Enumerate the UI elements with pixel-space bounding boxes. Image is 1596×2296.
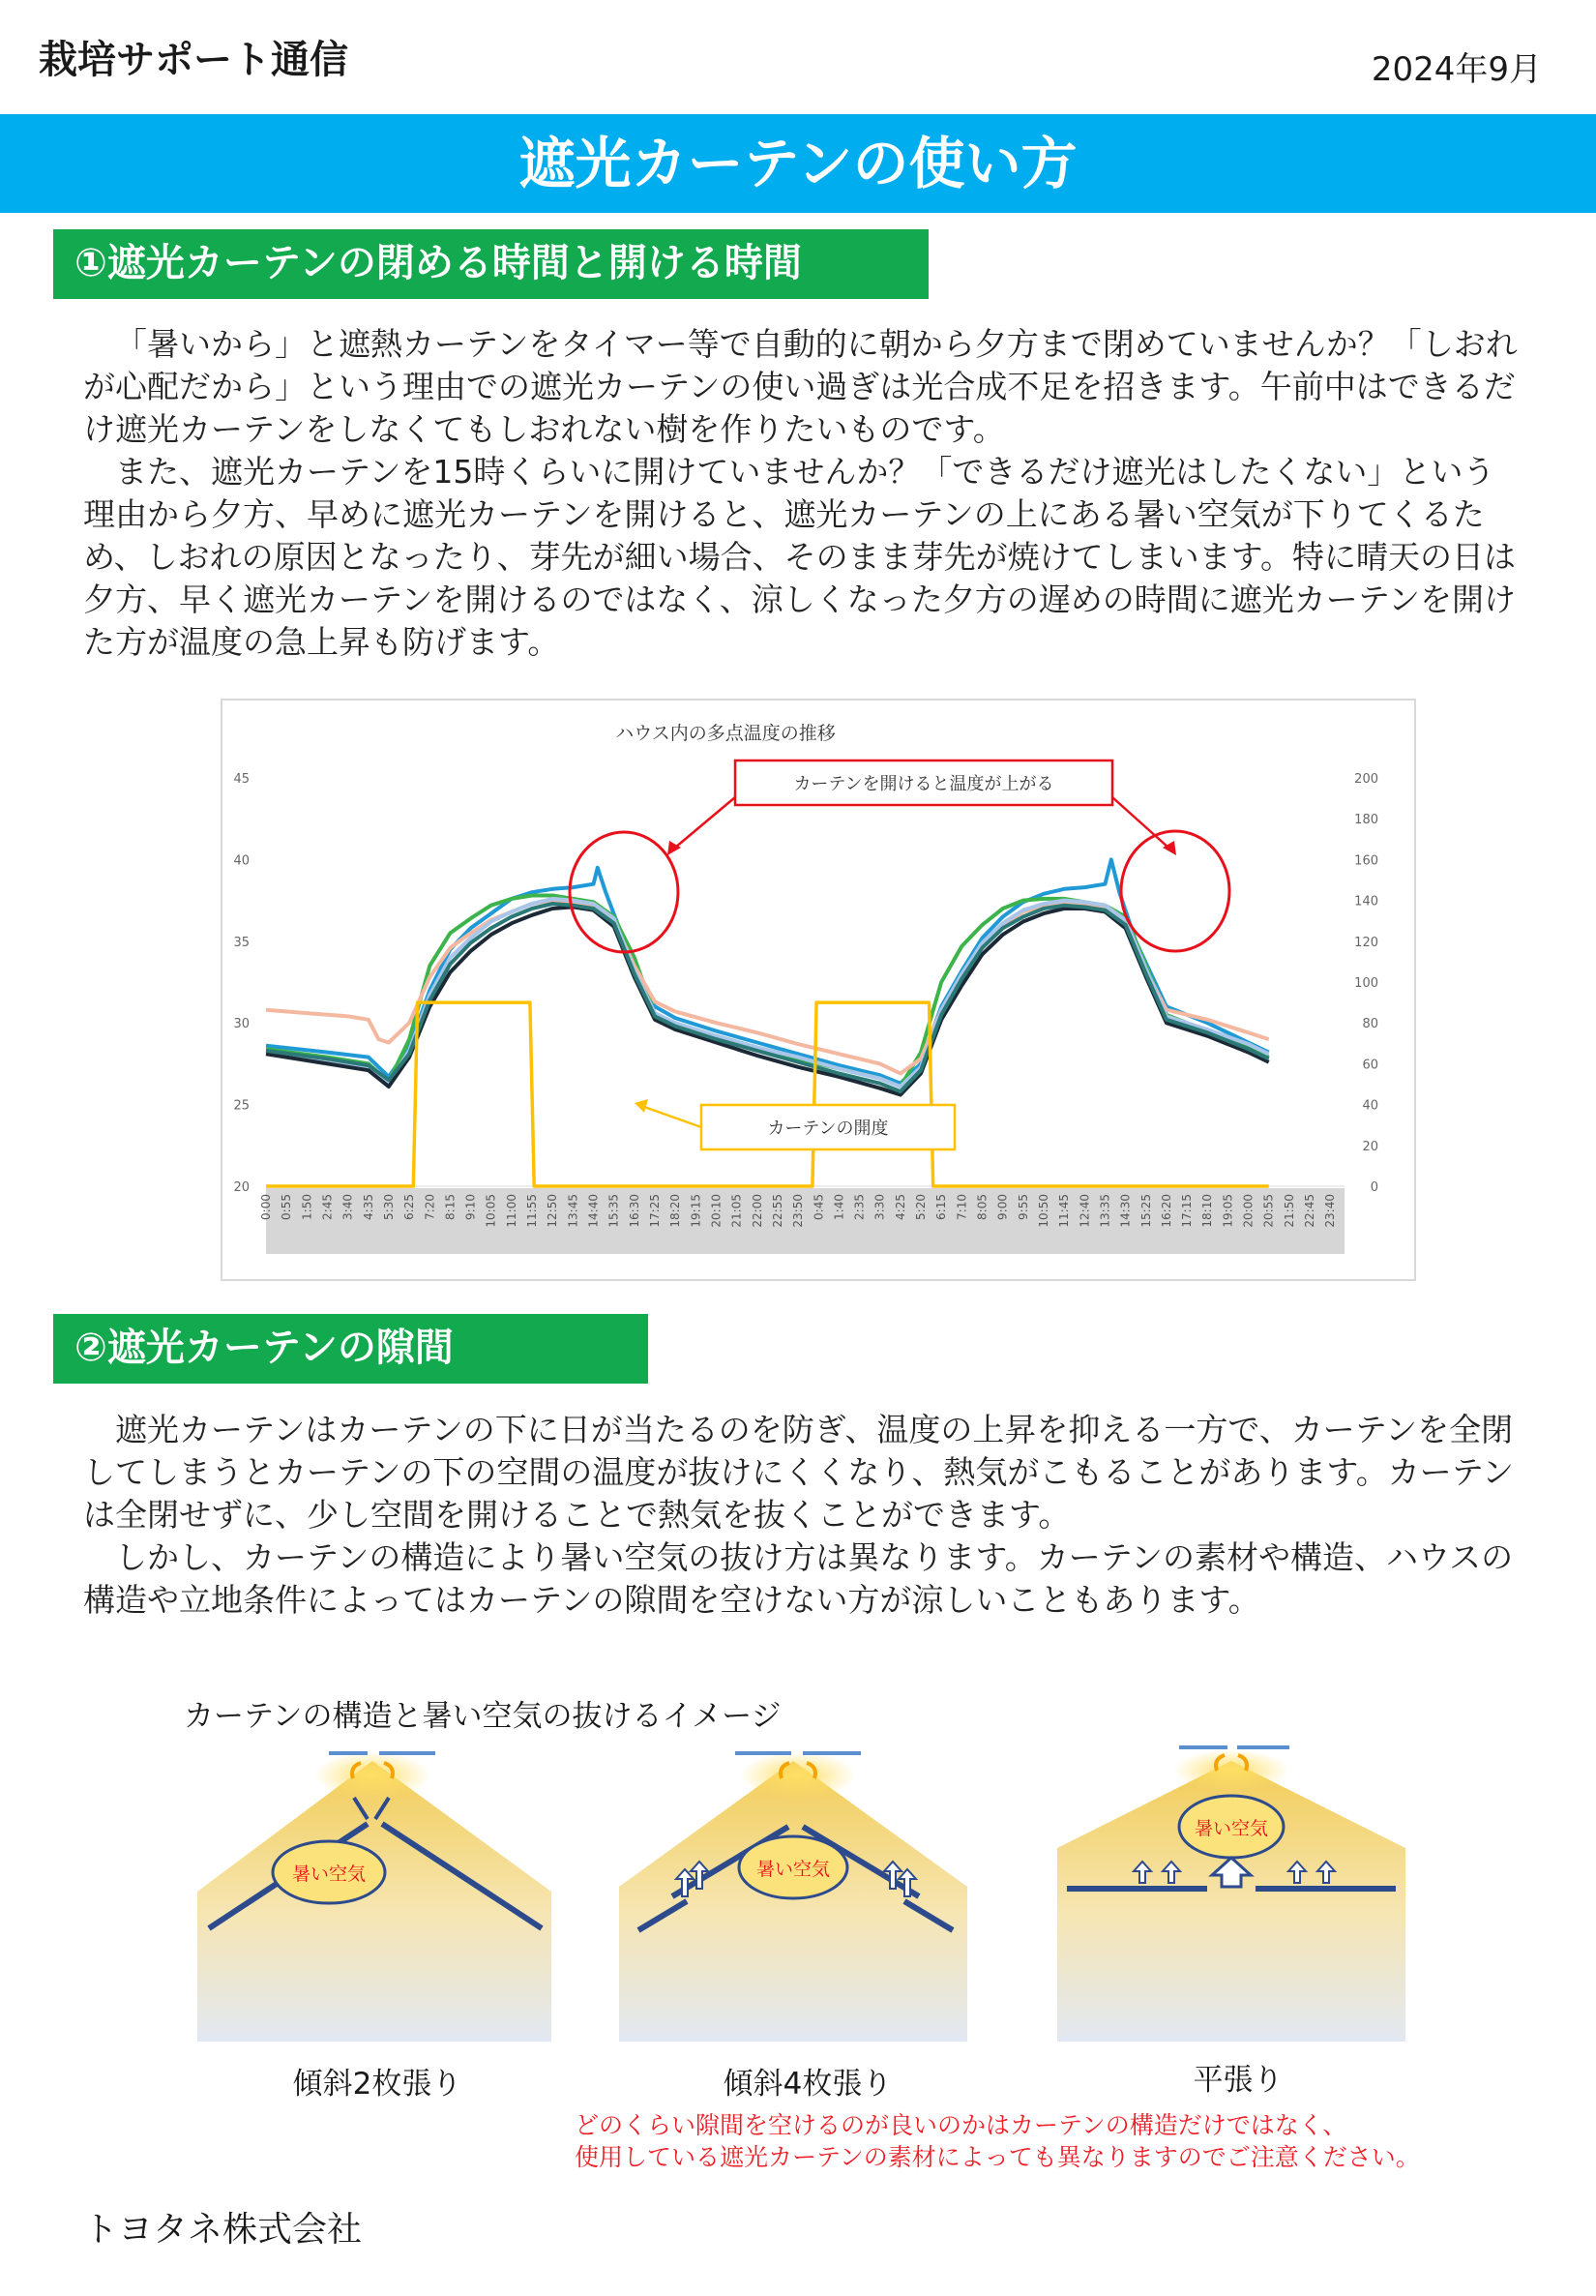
x-tick-label: 21:05 (729, 1194, 744, 1228)
x-tick-label: 17:25 (647, 1194, 662, 1228)
section2-paragraph-1: 遮光カーテンはカーテンの下に日が当たるのを防ぎ、温度の上昇を抑える一方で、カーテンを全閉してしまうとカーテンの下の空間の温度が抜けにくくなり、熱気がこもることがあります。カーテンは全閉せずに、少し空間を開けることで熱気を抜くことができます。 (83, 1411, 1515, 1534)
x-tick-label: 0:00 (259, 1194, 273, 1220)
x-tick-label: 15:25 (1138, 1194, 1153, 1228)
x-tick-label: 0:45 (812, 1194, 826, 1220)
x-tick-label: 20:55 (1261, 1194, 1276, 1228)
curtain-structure-diagram (184, 1742, 1441, 2051)
temperature-chart (221, 699, 1416, 1281)
section1-body (83, 323, 1520, 664)
x-tick-label: 22:00 (750, 1194, 764, 1228)
x-tick-label: 12:40 (1078, 1194, 1092, 1228)
x-tick-label: 18:20 (668, 1194, 683, 1228)
x-tick-label: 6:25 (402, 1194, 417, 1220)
x-tick-label: 8:05 (975, 1194, 990, 1220)
caption-slope-2: 傾斜2枚張り (292, 2067, 462, 2102)
x-tick-label: 2:45 (320, 1194, 335, 1220)
y2-tick-label: 60 (1362, 1058, 1378, 1073)
chart-canvas (222, 701, 1414, 1279)
annotation-curtain-opening: カーテンの開度 (767, 1118, 889, 1139)
x-tick-label: 11:00 (504, 1194, 518, 1228)
x-tick-label: 22:55 (770, 1194, 784, 1228)
x-tick-label: 3:30 (872, 1194, 887, 1220)
x-tick-label: 17:15 (1180, 1194, 1195, 1228)
x-tick-label: 16:20 (1159, 1194, 1173, 1228)
hot-air-label: 暑い空気 (291, 1864, 367, 1885)
y-tick-label: 45 (233, 772, 250, 787)
x-tick-label: 3:40 (340, 1194, 355, 1220)
y-tick-label: 35 (233, 935, 250, 950)
chart-title: ハウス内の多点温度の推移 (615, 723, 836, 744)
x-tick-label: 14:40 (586, 1194, 601, 1228)
x-tick-label: 9:10 (463, 1194, 478, 1220)
caution-note (575, 2109, 1420, 2173)
x-tick-label: 2:35 (852, 1194, 867, 1220)
series-line-curtain-opening (266, 1002, 1269, 1186)
y-tick-label: 40 (233, 853, 250, 869)
section1-paragraph-1: 「暑いから」と遮熱カーテンをタイマー等で自動的に朝から夕方まで閉めていませんか？「しおれが心配だから」という理由での遮光カーテンの使い過ぎは光合成不足を招きます。午前中はできるだけ遮光カーテンをしなくてもしおれない樹を作りたいものです。 (83, 325, 1518, 448)
y2-tick-label: 80 (1362, 1017, 1378, 1032)
x-tick-label: 4:35 (361, 1194, 375, 1220)
x-tick-label: 6:15 (934, 1194, 949, 1220)
x-tick-label: 20:00 (1241, 1194, 1256, 1228)
caution-note-line-1: どのくらい隙間を空けるのが良いのかはカーテンの構造だけではなく、 (575, 2111, 1347, 2139)
hot-air-label: 暑い空気 (755, 1859, 831, 1880)
x-tick-label: 5:30 (381, 1194, 396, 1220)
x-tick-label: 10:50 (1036, 1194, 1050, 1228)
x-tick-label: 13:35 (1098, 1194, 1112, 1228)
section1-paragraph-2: また、遮光カーテンを15時くらいに開けていませんか？「できるだけ遮光はしたくない」という理由から夕方、早めに遮光カーテンを開けると、遮光カーテンの上にある暑い空気が下りてくるため、しおれの原因となったり、芽先が細い場合、そのまま芽先が焼けてしまいます。特に晴天の日は夕方、早く遮光カーテンを開けるのではなく、涼しくなった夕方の遅めの時間に遮光カーテンを開けた方が温度の急上昇も防げます。 (83, 453, 1517, 661)
x-tick-label: 11:55 (525, 1194, 540, 1228)
annotation-arrowhead (635, 1099, 648, 1113)
annotation-arrow (675, 797, 735, 848)
annotation-temp-rise: カーテンを開けると温度が上がる (793, 774, 1054, 794)
caption-slope-4: 傾斜4枚張り (723, 2067, 893, 2102)
x-tick-label: 21:50 (1282, 1194, 1296, 1228)
y2-tick-label: 120 (1354, 935, 1378, 950)
x-tick-label: 10:05 (484, 1194, 498, 1228)
x-tick-label: 16:30 (627, 1194, 641, 1228)
x-tick-label: 7:20 (423, 1194, 437, 1220)
y2-tick-label: 0 (1370, 1180, 1378, 1195)
x-tick-label: 0:55 (280, 1194, 294, 1220)
x-tick-label: 19:15 (689, 1194, 703, 1228)
x-tick-label: 11:45 (1057, 1194, 1072, 1228)
annotation-arrow (644, 1107, 701, 1127)
section2-heading: ②遮光カーテンの隙間 (53, 1314, 648, 1384)
x-tick-label: 22:45 (1303, 1194, 1317, 1228)
x-tick-label: 23:50 (791, 1194, 806, 1228)
y2-tick-label: 160 (1354, 853, 1378, 869)
x-tick-label: 4:25 (893, 1194, 907, 1220)
annotation-arrow (1112, 797, 1168, 848)
x-tick-label: 13:45 (566, 1194, 580, 1228)
x-tick-label: 20:10 (709, 1194, 724, 1228)
section2-paragraph-2: しかし、カーテンの構造により暑い空気の抜け方は異なります。カーテンの素材や構造、ハウスの構造や立地条件によってはカーテンの隙間を空けない方が涼しいこともあります。 (83, 1538, 1514, 1619)
hot-air-label: 暑い空気 (1194, 1818, 1269, 1839)
x-tick-label: 14:30 (1118, 1194, 1133, 1228)
y2-tick-label: 20 (1362, 1139, 1378, 1154)
panel-slope-4 (619, 1751, 967, 2042)
hot-air-cloud (739, 1836, 847, 1898)
y-tick-label: 25 (233, 1098, 250, 1114)
section1-heading: ①遮光カーテンの閉める時間と開ける時間 (53, 229, 929, 299)
x-tick-label: 23:40 (1323, 1194, 1338, 1228)
hot-air-cloud (273, 1841, 385, 1903)
x-tick-label: 15:35 (606, 1194, 621, 1228)
y2-tick-label: 140 (1354, 894, 1378, 909)
caution-note-line-2: 使用している遮光カーテンの素材によっても異なりますのでご注意ください。 (575, 2143, 1420, 2171)
diagram-title: カーテンの構造と暑い空気の抜けるイメージ (184, 1699, 782, 1734)
x-tick-label: 1:40 (832, 1194, 846, 1220)
company-name: トヨタネ株式会社 (83, 2210, 363, 2250)
y2-tick-label: 180 (1354, 813, 1378, 828)
x-tick-label: 5:20 (914, 1194, 929, 1220)
panel-slope-2 (197, 1751, 551, 2042)
x-tick-label: 18:10 (1200, 1194, 1215, 1228)
x-tick-label: 12:50 (546, 1194, 560, 1228)
hot-air-cloud (1179, 1796, 1284, 1858)
caption-flat: 平張り (1193, 2063, 1284, 2098)
x-tick-label: 1:50 (300, 1194, 314, 1220)
publication-name: 栽培サポート通信 (39, 38, 348, 82)
x-tick-label: 7:10 (955, 1194, 969, 1220)
page-title: 遮光カーテンの使い方 (0, 114, 1596, 213)
y-tick-label: 20 (233, 1180, 250, 1195)
x-tick-label: 19:05 (1221, 1194, 1235, 1228)
panel-flat (1057, 1747, 1405, 2042)
y-tick-label: 30 (233, 1017, 250, 1032)
x-tick-label: 8:15 (443, 1194, 458, 1220)
y2-tick-label: 100 (1354, 976, 1378, 991)
y2-tick-label: 200 (1354, 772, 1378, 787)
y2-tick-label: 40 (1362, 1098, 1378, 1114)
issue-date: 2024年9月 (1371, 50, 1542, 89)
x-tick-label: 9:00 (995, 1194, 1010, 1220)
x-tick-label: 9:55 (1016, 1194, 1030, 1220)
section2-body (83, 1409, 1520, 1622)
